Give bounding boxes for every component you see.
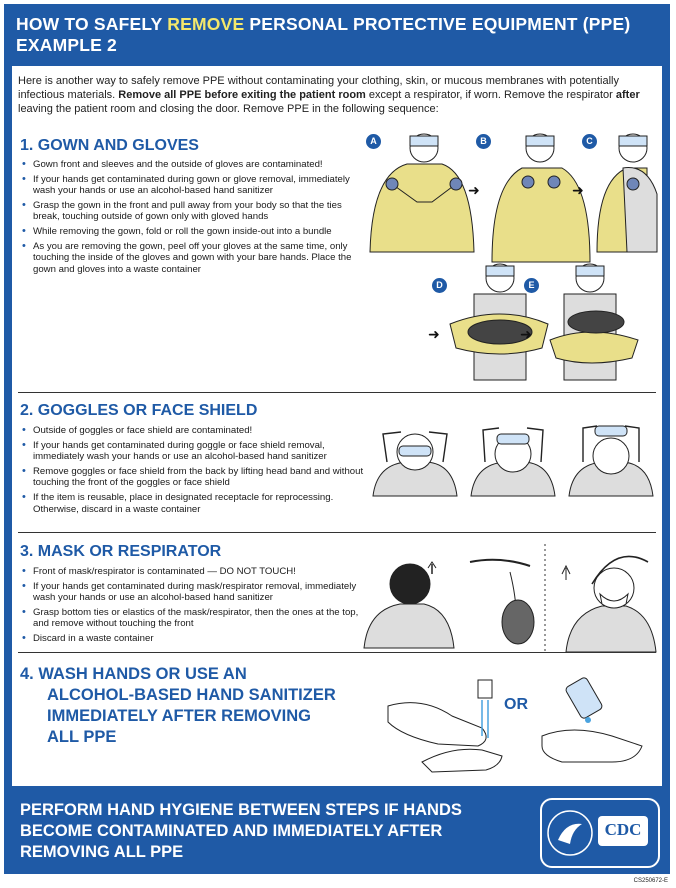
list-item: • If your hands get contaminated during goggle or face shield removal, immediately wash your hands or use an alcohol-based hand sanitizer (20, 440, 366, 463)
wash-title-line: IMMEDIATELY AFTER REMOVING (47, 707, 312, 725)
hhs-cdc-logo (540, 798, 660, 868)
arrow-right-icon: ➜ (520, 326, 532, 342)
gown-figure-c (597, 134, 657, 252)
gown-figure-a (370, 134, 474, 252)
arrow-right-icon: ➜ (468, 182, 480, 198)
section-wash-title (20, 664, 336, 748)
arrow-right-icon: ➜ (428, 326, 440, 342)
document-code: CS250672-E (633, 878, 668, 884)
list-item: • Outside of goggles or face shield are contaminated! (20, 425, 366, 437)
arrow-right-icon: ➜ (572, 182, 584, 198)
washing-hands-icon (388, 680, 502, 772)
list-item: • If your hands get contaminated during gown or glove removal, immediately wash your hands or use an alcohol-based hand sanitizer (20, 174, 352, 197)
list-item: • Gown front and sleeves and the outside of gloves are contaminated! (20, 159, 352, 171)
list-item: • Remove goggles or face shield from the back by lifting head band and without touching the front of the goggles or face shield (20, 466, 366, 489)
mask-illustrations (360, 544, 660, 654)
section-goggles-title: 2. GOGGLES OR FACE SHIELD (20, 402, 258, 419)
title-text-1: HOW TO SAFELY (16, 14, 168, 34)
section-divider (18, 652, 656, 653)
wash-title-line: ALL PPE (47, 728, 117, 746)
list-item: • Front of mask/respirator is contaminated — DO NOT TOUCH! (20, 566, 366, 578)
list-item: • While removing the gown, fold or roll the gown inside-out into a bundle (20, 226, 352, 238)
page-title (16, 14, 656, 56)
wash-title-line: 4. WASH HANDS OR USE AN (20, 665, 247, 683)
hand-hygiene-illustrations (382, 666, 662, 776)
footer-line: PERFORM HAND HYGIENE BETWEEN STEPS IF HANDS (20, 801, 462, 819)
cdc-logo-text: CDC (604, 820, 642, 839)
footer-line: BECOME CONTAMINATED AND IMMEDIATELY AFTER (20, 822, 443, 840)
section-mask-bullets (20, 566, 366, 648)
step-label-e: E (524, 278, 539, 293)
footer-line: REMOVING ALL PPE (20, 843, 184, 861)
title-highlight: REMOVE (167, 14, 245, 34)
wash-title-line: ALCOHOL-BASED HAND SANITIZER (47, 686, 336, 704)
step-label-b: B (476, 134, 491, 149)
list-item: • Grasp the gown in the front and pull away from your body so that the ties break, touching outside of gown only with gloved hands (20, 200, 352, 223)
intro-paragraph: Here is another way to safely remove PPE without contaminating your clothing, skin, or mucous membranes with potentially infectious materials. Remove all PPE before exiting the patient room except a respirator, if worn. Remove the respirator after leaving the patient room and closing the door. Remove PPE in the following sequence: (18, 75, 640, 115)
list-item: • As you are removing the gown, peel off your gloves at the same time, only touching the inside of the gloves and gown with your bare hands. Place the gown and gloves into a waste container (20, 241, 352, 276)
list-item: • Discard in a waste container (20, 633, 366, 645)
section-gown-title: 1. GOWN AND GLOVES (20, 137, 199, 154)
section-goggles-bullets (20, 425, 366, 518)
or-label: OR (504, 696, 528, 713)
section-divider (18, 392, 656, 393)
step-label-d: D (432, 278, 447, 293)
content-panel (12, 66, 662, 786)
page-subtitle: EXAMPLE 2 (16, 35, 117, 55)
section-divider (18, 532, 656, 533)
gown-figure-e (550, 264, 638, 380)
list-item: • Grasp bottom ties or elastics of the mask/respirator, then the ones at the top, and remove without touching the front (20, 607, 366, 630)
sanitizer-icon (542, 676, 642, 762)
step-label-c: C (582, 134, 597, 149)
list-item: • If the item is reusable, place in designated receptacle for reprocessing. Otherwise, discard in a waste container (20, 492, 366, 515)
gown-illustrations (12, 66, 662, 386)
step-label-a: A (366, 134, 381, 149)
footer-message (20, 800, 530, 863)
section-mask-title: 3. MASK OR RESPIRATOR (20, 543, 222, 560)
goggles-illustrations (367, 424, 657, 504)
title-text-2: PERSONAL PROTECTIVE EQUIPMENT (PPE) (244, 14, 631, 34)
list-item: • If your hands get contaminated during mask/respirator removal, immediately wash your hands or use an alcohol-based hand sanitizer (20, 581, 366, 604)
